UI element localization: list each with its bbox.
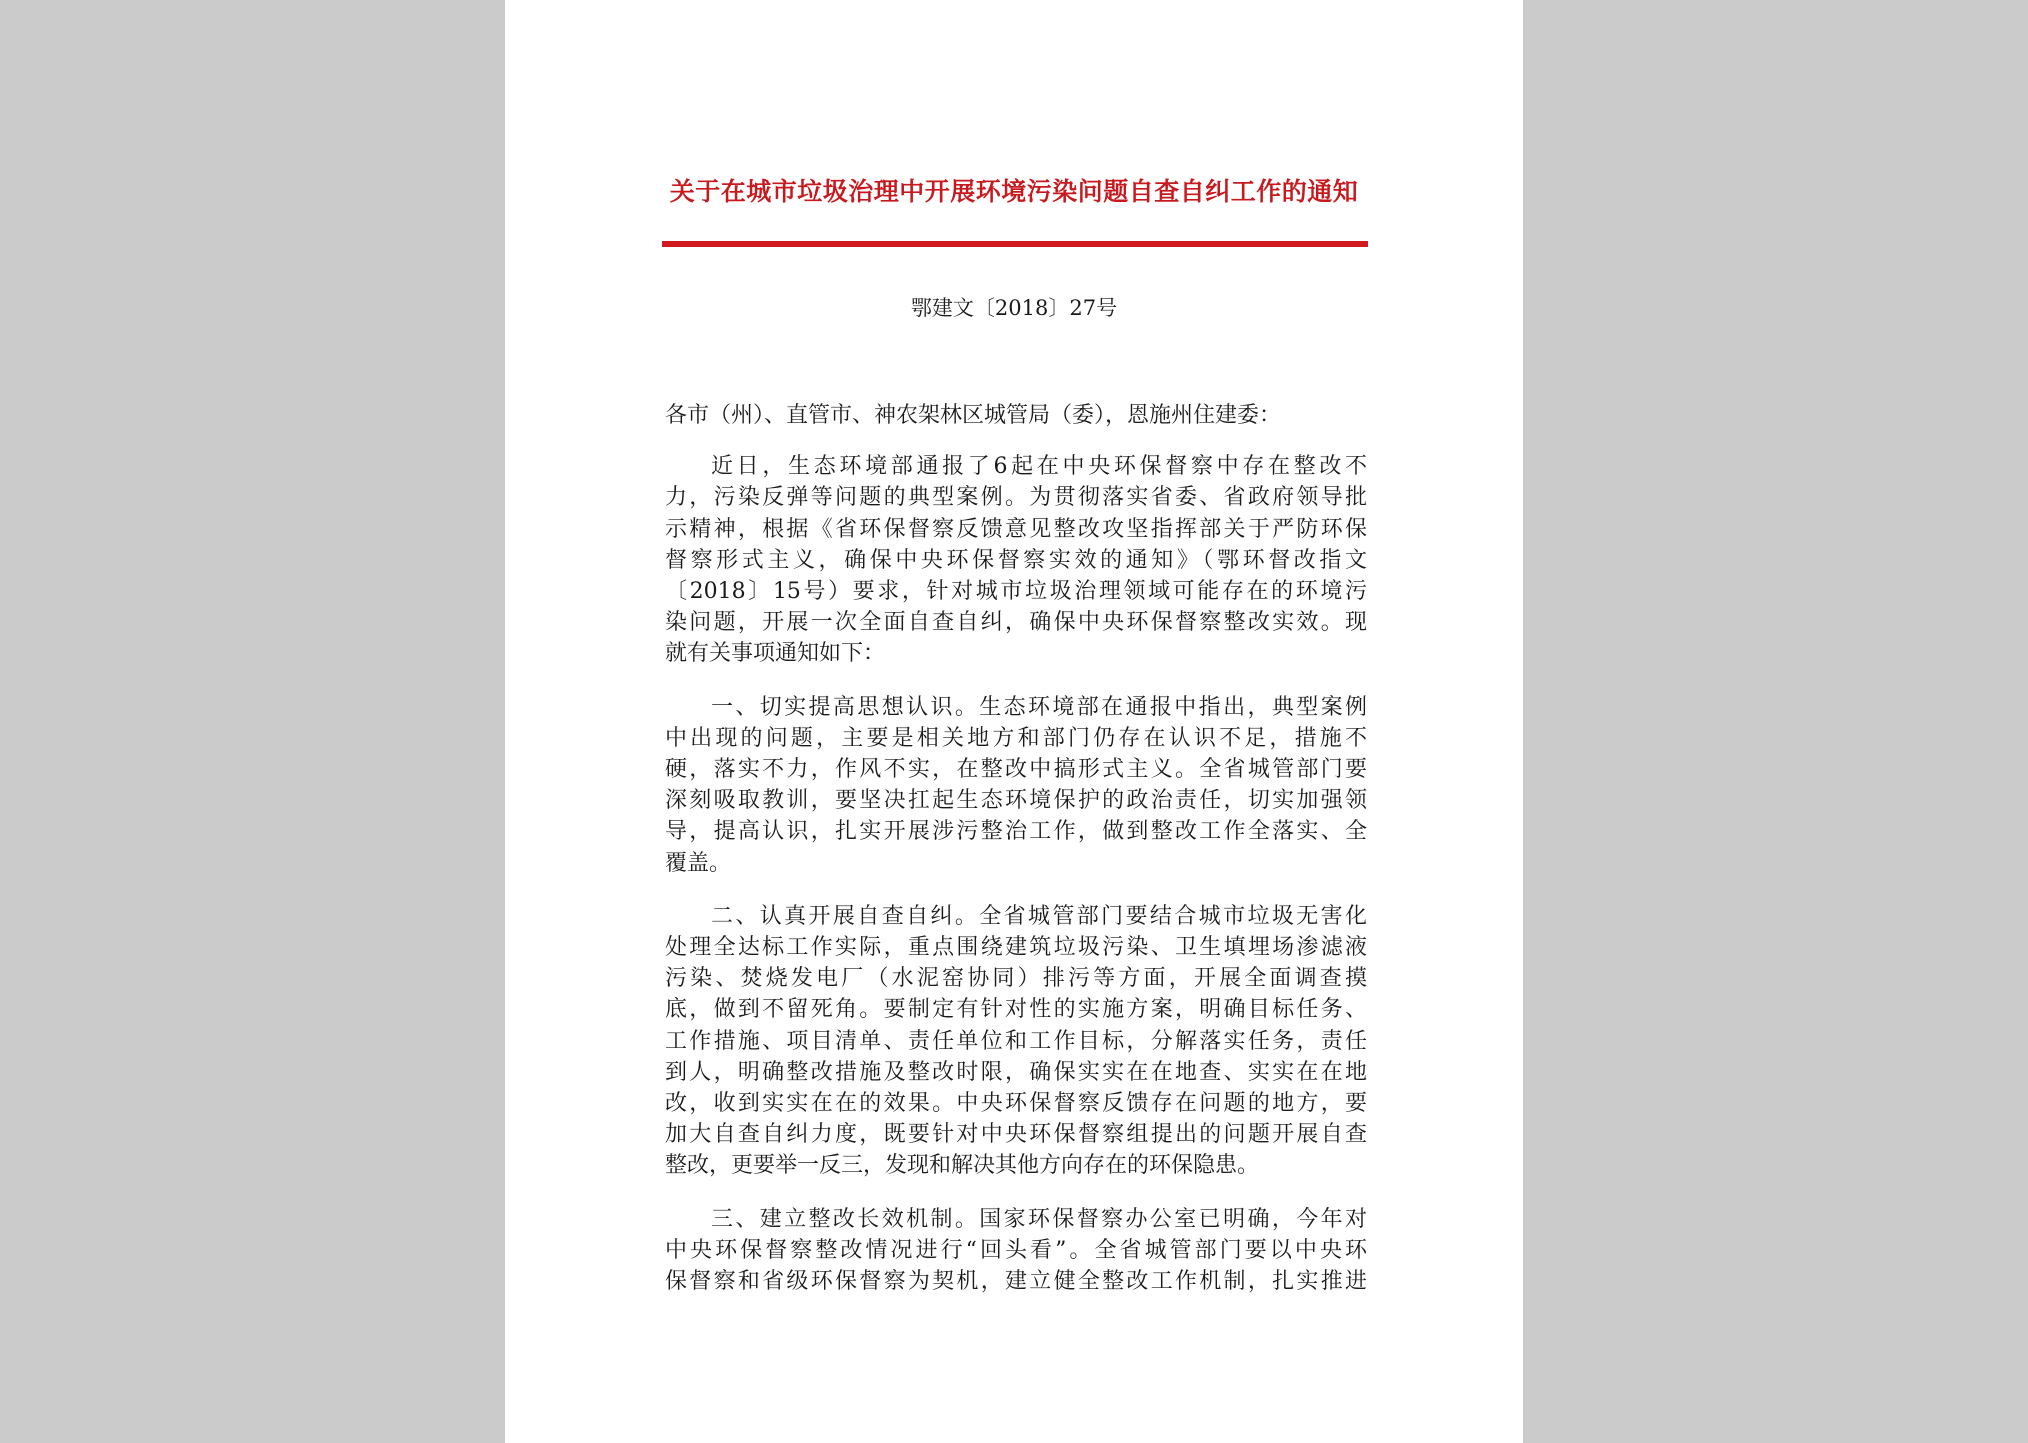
text-line: 底，做到不留死角。要制定有针对性的实施方案，明确目标任务、 [665, 997, 1367, 1023]
text-line: 处理全达标工作实际，重点围绕建筑垃圾污染、卫生填埋场渗滤液 [665, 935, 1367, 961]
document-title: 关于在城市垃圾治理中开展环境污染问题自查自纠工作的通知 [669, 177, 1359, 206]
salutation: 各市（州）、直管市、神农架林区城管局（委），恩施州住建委： [665, 403, 1282, 428]
text-line: 改，收到实实在在的效果。中央环保督察反馈存在问题的地方，要 [665, 1091, 1367, 1117]
text-line: 〔2018〕15号）要求，针对城市垃圾治理领域可能存在的环境污 [665, 579, 1367, 605]
text-line: 二、认真开展自查自纠。全省城管部门要结合城市垃圾无害化 [711, 903, 1367, 929]
text-line: 近日，生态环境部通报了6起在中央环保督察中存在整改不 [711, 454, 1367, 480]
text-line: 示精神，根据《省环保督察反馈意见整改攻坚指挥部关于严防环保 [665, 516, 1367, 542]
text-line: 整改，更要举一反三，发现和解决其他方向存在的环保隐患。 [665, 1153, 1260, 1179]
text-line: 污染、焚烧发电厂（水泥窑协同）排污等方面，开展全面调查摸 [665, 966, 1367, 992]
text-line: 染问题，开展一次全面自查自纠，确保中央环保督察整改实效。现 [665, 610, 1367, 636]
text-line: 保督察和省级环保督察为契机，建立健全整改工作机制，扎实推进 [665, 1269, 1367, 1295]
text-line: 工作措施、项目清单、责任单位和工作目标，分解落实任务，责任 [665, 1028, 1367, 1054]
document-page [505, 0, 1523, 1443]
text-line: 覆盖。 [665, 850, 732, 876]
text-line: 中出现的问题，主要是相关地方和部门仍存在认识不足，措施不 [665, 725, 1367, 751]
title-red-rule [662, 241, 1368, 247]
paragraph-4 [665, 1204, 1367, 1298]
text-line: 就有关事项通知如下： [665, 641, 886, 667]
text-line: 一、切实提高思想认识。生态环境部在通报中指出，典型案例 [711, 694, 1367, 720]
document-number: 鄂建文〔2018〕27号 [910, 296, 1118, 320]
text-line: 深刻吸取教训，要坚决扛起生态环境保护的政治责任，切实加强领 [665, 788, 1367, 814]
text-line: 导，提高认识，扎实开展涉污整治工作，做到整改工作全落实、全 [665, 819, 1367, 845]
text-line: 三、建立整改长效机制。国家环保督察办公室已明确，今年对 [711, 1206, 1367, 1232]
text-line: 加大自查自纠力度，既要针对中央环保督察组提出的问题开展自查 [665, 1122, 1367, 1148]
paragraph-2 [665, 692, 1367, 879]
text-line: 中央环保督察整改情况进行“回头看”。全省城管部门要以中央环 [665, 1237, 1367, 1263]
document-body [665, 400, 1367, 1319]
paragraph-3 [665, 901, 1367, 1182]
paragraph-1 [665, 451, 1367, 669]
text-line: 力，污染反弹等问题的典型案例。为贯彻落实省委、省政府领导批 [665, 485, 1367, 511]
text-line: 督察形式主义，确保中央环保督察实效的通知》（鄂环督改指文 [665, 547, 1367, 573]
text-line: 到人，明确整改措施及整改时限，确保实实在在地查、实实在在地 [665, 1059, 1367, 1085]
text-line: 硬，落实不力，作风不实，在整改中搞形式主义。全省城管部门要 [665, 757, 1367, 783]
